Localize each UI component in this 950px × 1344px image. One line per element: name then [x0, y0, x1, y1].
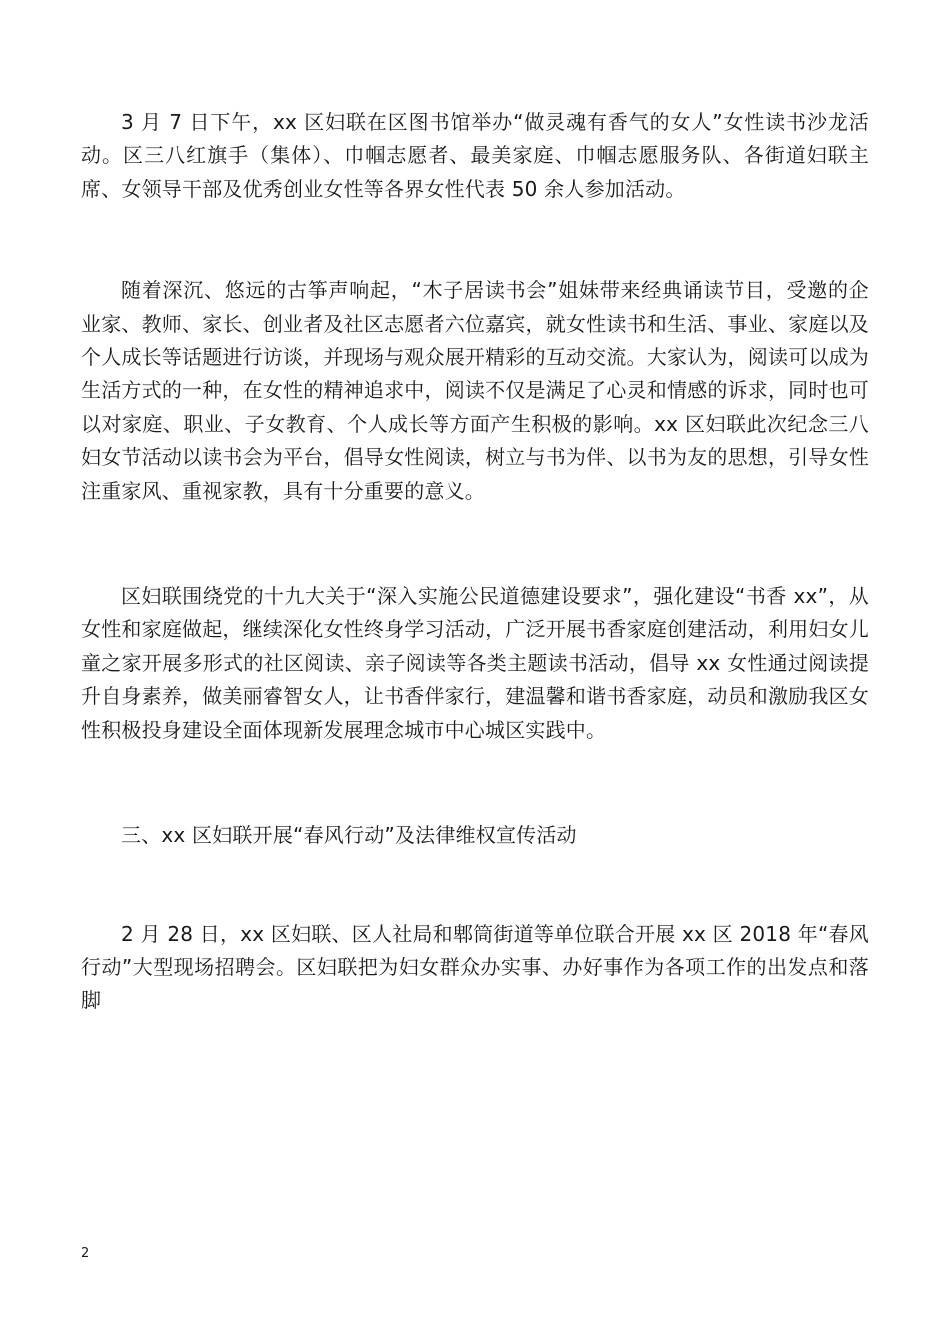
- page-number: 2: [81, 1246, 90, 1261]
- paragraph-family-reading: 区妇联围绕党的十九大关于“深入实施公民道德建设要求”，强化建设“书香 xx”，从女性和家庭做起，继续深化女性终身学习活动，广泛开展书香家庭创建活动，利用妇女儿童之家开展多形式的社区阅读、亲子阅读等各类主题读书活动，倡导 xx 女性通过阅读提升自身素养，做美丽睿智女人，让书香伴家行，建温馨和谐书香家庭，动员和激励我区女性积极投身建设全面体现新发展理念城市中心城区实践中。: [81, 584, 869, 742]
- section-heading-spring-wind: 三、xx 区妇联开展“春风行动”及法律维权宣传活动: [121, 823, 577, 848]
- paragraph-reading-salon: 3 月 7 日下午，xx 区妇联在区图书馆举办“做灵魂有香气的女人”女性读书沙龙活动。区三八红旗手（集体）、巾帼志愿者、最美家庭、巾帼志愿服务队、各街道妇联主席、女领导干部及优秀创业女性等各界女性代表 50 余人参加活动。: [81, 110, 869, 201]
- paragraph-job-fair: 2 月 28 日，xx 区妇联、区人社局和郫筒街道等单位联合开展 xx 区 2018 年“春风行动”大型现场招聘会。区妇联把为妇女群众办实事、办好事作为各项工作的出发点和落脚: [81, 921, 869, 1013]
- document-body: [81, 106, 869, 1018]
- paragraph-interview-exchange: 随着深沉、悠远的古筝声响起，“木子居读书会”姐妹带来经典诵读节目，受邀的企业家、教师、家长、创业者及社区志愿者六位嘉宾，就女性读书和生活、事业、家庭以及个人成长等话题进行访谈，并现场与观众展开精彩的互动交流。大家认为，阅读可以成为生活方式的一种，在女性的精神追求中，阅读不仅是满足了心灵和情感的诉求，同时也可以对家庭、职业、子女教育、个人成长等方面产生积极的影响。xx 区妇联此次纪念三八妇女节活动以读书会为平台，倡导女性阅读，树立与书为伴、以书为友的思想，引导女性注重家风、重视家教，具有十分重要的意义。: [81, 278, 869, 503]
